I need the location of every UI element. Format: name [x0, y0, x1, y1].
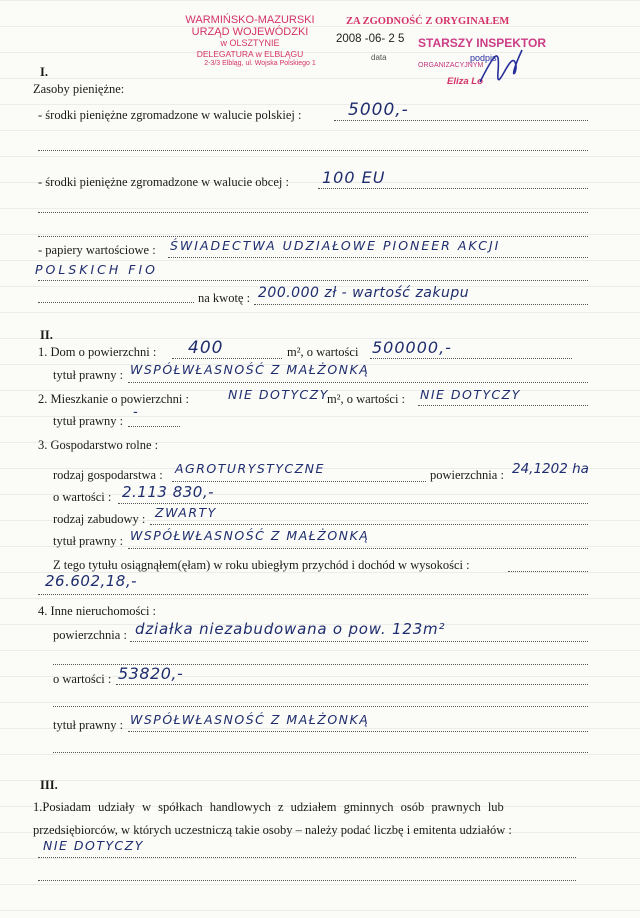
house-title-value: WSPÓŁWŁASNOŚĆ Z MAŁŻONKĄ: [130, 362, 370, 377]
stamp-line: WARMIŃSKO-MAZURSKI: [185, 14, 315, 26]
section3-text: przedsiębiorców, w których uczestniczą takie osoby – należy podać liczbę i emitenta udziałów :: [33, 823, 512, 837]
stamp-line: 2-3/3 Elbląg, ul. Wojska Polskiego 1: [204, 60, 316, 67]
farm-area-value: 24,1202 ha: [512, 461, 589, 477]
foreign-label: - środki pieniężne zgromadzone w walucie obcej :: [38, 175, 289, 189]
stamp-date: 2008 -06- 2 5: [336, 33, 405, 45]
other-title-value: WSPÓŁWŁASNOŚĆ Z MAŁŻONKĄ: [130, 712, 370, 727]
dotted-line: [53, 706, 588, 707]
stamp-line: data: [371, 53, 387, 62]
farm-title-label: tytuł prawny :: [53, 534, 124, 548]
other-area-value: działka niezabudowana o pow. 123m²: [135, 620, 446, 638]
dotted-line: [38, 594, 588, 595]
house-label: 1. Dom o powierzchni :: [38, 345, 157, 359]
other-title-label: tytuł prawny :: [53, 718, 124, 732]
section-heading: III.: [40, 778, 58, 792]
farm-build-value: ZWARTY: [155, 505, 217, 520]
dotted-line: [254, 304, 588, 305]
stamp-line: DELEGATURA w ELBLĄGU: [196, 49, 304, 59]
amount-label: na kwotę :: [198, 291, 251, 305]
dotted-line: [38, 280, 588, 281]
other-value: 53820,-: [118, 664, 184, 683]
dotted-line: [38, 857, 576, 858]
farm-area-label: powierzchnia :: [430, 468, 504, 482]
stamp-line: ZA ZGODNOŚĆ Z ORYGINAŁEM: [346, 16, 510, 27]
house-title-label: tytuł prawny :: [53, 368, 124, 382]
flat-unit: m², o wartości :: [327, 392, 406, 406]
farm-income-label: Z tego tytułu osiągnąłem(ęłam) w roku ubiegłym przychód i dochód w wysokości :: [53, 558, 470, 572]
section-heading: II.: [40, 328, 53, 342]
farm-value: 2.113 830,-: [122, 483, 215, 501]
other-area-label: powierzchnia :: [53, 628, 127, 642]
securities-label: - papiery wartościowe :: [38, 243, 156, 257]
farm-label: 3. Gospodarstwo rolne :: [38, 438, 159, 452]
farm-type-value: AGROTURYSTYCZNE: [175, 461, 325, 476]
farm-build-label: rodzaj zabudowy :: [53, 512, 146, 526]
pln-value: 5000,-: [348, 100, 409, 120]
dotted-line: [128, 382, 588, 383]
dotted-line: [116, 684, 588, 685]
house-area: 400: [188, 338, 224, 358]
dotted-line: [172, 481, 426, 482]
stamp-line: URZĄD WOJEWÓDZKI: [191, 26, 309, 38]
dotted-line: [172, 358, 282, 359]
dotted-line: [38, 236, 588, 237]
dotted-line: [38, 302, 194, 303]
dotted-line: [508, 571, 588, 572]
flat-area: NIE DOTYCZY: [228, 387, 329, 402]
foreign-value: 100 EU: [322, 168, 386, 187]
farm-type-label: rodzaj gospodarstwa :: [53, 468, 163, 482]
flat-title-label: tytuł prawny :: [53, 414, 124, 428]
dotted-line: [128, 548, 588, 549]
dotted-line: [128, 426, 180, 427]
securities-value: POLSKICH FIO: [35, 262, 158, 277]
signature-icon: [470, 42, 530, 90]
pln-label: - środki pieniężne zgromadzone w walucie polskiej :: [38, 108, 302, 122]
farm-title-value: WSPÓŁWŁASNOŚĆ Z MAŁŻONKĄ: [130, 528, 370, 543]
dotted-line: [168, 257, 588, 258]
dotted-line: [334, 120, 588, 121]
farm-value-label: o wartości :: [53, 490, 112, 504]
stamp-name: Eliza Lo: [447, 76, 483, 87]
securities-value: ŚWIADECTWA UDZIAŁOWE PIONEER AKCJI: [170, 238, 501, 253]
other-label: 4. Inne nieruchomości :: [38, 604, 157, 618]
zasoby-label: Zasoby pieniężne:: [33, 82, 125, 96]
dotted-line: [150, 524, 588, 525]
section3-text: 1.Posiadam udziały w spółkach handlowych z udziałem gminnych osób prawnych lub: [33, 800, 504, 814]
stamp-line: STARSZY INSPEKTOR: [418, 36, 547, 50]
house-value: 500000,-: [372, 338, 452, 357]
flat-title-value: -: [133, 405, 139, 420]
dotted-line: [53, 752, 588, 753]
dotted-line: [118, 503, 588, 504]
house-unit: m², o wartości: [287, 345, 359, 359]
dotted-line: [38, 212, 588, 213]
dotted-line: [128, 731, 588, 732]
dotted-line: [130, 641, 588, 642]
dotted-line: [318, 188, 588, 189]
dotted-line: [418, 405, 588, 406]
section-heading: I.: [40, 65, 48, 79]
farm-income-value: 26.602,18,-: [45, 572, 138, 590]
other-value-label: o wartości :: [53, 672, 112, 686]
flat-label: 2. Mieszkanie o powierzchni :: [38, 392, 189, 406]
flat-value: NIE DOTYCZY: [420, 387, 521, 402]
stamp-line: w OLSZTYNIE: [220, 38, 280, 48]
stamp-line: ORGANIZACYJNYM: [418, 62, 484, 69]
amount-value: 200.000 zł - wartość zakupu: [258, 285, 470, 301]
dotted-line: [370, 358, 572, 359]
section3-value: NIE DOTYCZY: [43, 838, 144, 853]
dotted-line: [38, 880, 576, 881]
stamp-line: podpis: [470, 53, 497, 63]
dotted-line: [38, 150, 588, 151]
